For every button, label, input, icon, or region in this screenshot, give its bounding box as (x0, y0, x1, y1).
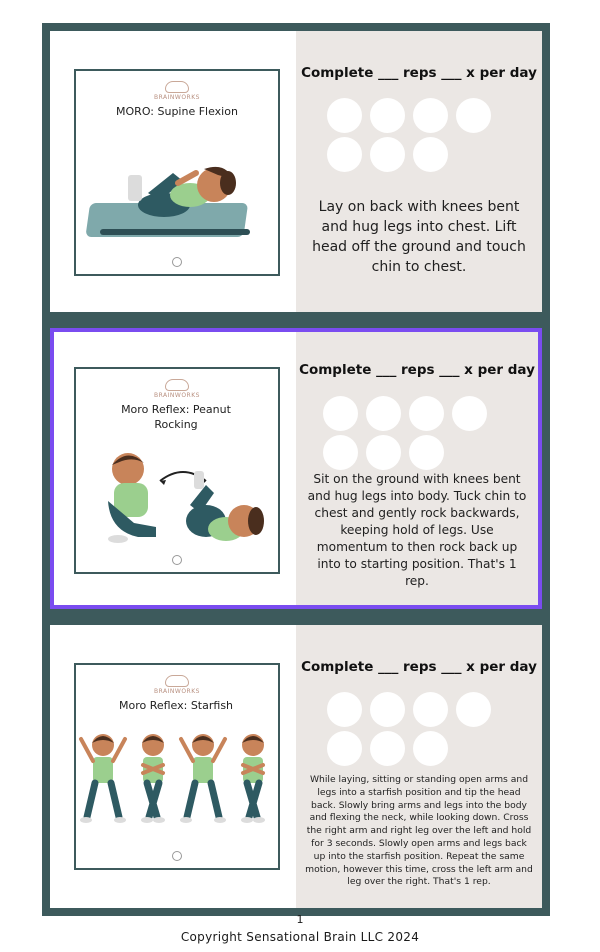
tracking-circle[interactable] (413, 731, 448, 766)
tracking-circle[interactable] (452, 396, 487, 431)
tracking-circle[interactable] (409, 435, 444, 470)
exercise-instructions: Sit on the ground with knees bent and hug legs into body. Tuck chin to chest and gently rock backwards, keeping hold of legs. Use momentum to then rock back up into to starting position. That's 1 rep. (307, 472, 527, 588)
illustration-panel (50, 625, 296, 908)
tracking-circle[interactable] (366, 435, 401, 470)
tracking-circle[interactable] (327, 731, 362, 766)
tracking-circle[interactable] (323, 435, 358, 470)
peanut-rocking-illustration (78, 441, 278, 551)
brand-logo: BRAINWORKS (76, 675, 278, 695)
exercise-title: Moro Reflex: Starfish (118, 699, 234, 712)
tracking-circle[interactable] (327, 98, 362, 133)
footer-logo (168, 851, 186, 862)
exercise-card-2[interactable] (42, 320, 550, 617)
reps-prompt: Complete ___ reps ___ x per day (301, 65, 537, 81)
tracking-circle[interactable] (366, 396, 401, 431)
tracking-circle[interactable] (370, 137, 405, 172)
tracking-circle[interactable] (327, 692, 362, 727)
exercise-title: MORO: Supine Flexion (116, 105, 238, 118)
tracking-panel (296, 328, 542, 609)
page-number: 1 (296, 913, 304, 926)
illustration-panel (50, 31, 296, 312)
starfish-illustration (77, 731, 277, 841)
footer-logo (168, 257, 186, 268)
tracking-circle[interactable] (327, 137, 362, 172)
tracking-circle[interactable] (413, 692, 448, 727)
copyright: Copyright Sensational Brain LLC 2024 (180, 930, 420, 944)
tracking-panel (296, 31, 542, 312)
tracking-circle[interactable] (370, 98, 405, 133)
brand-logo: BRAINWORKS (76, 379, 278, 399)
exercise-instructions: Lay on back with knees bent and hug legs into chest. Lift head off the ground and touch chin to chest. (312, 199, 526, 275)
tracking-circle[interactable] (370, 692, 405, 727)
tracking-circle[interactable] (409, 396, 444, 431)
tracking-circle[interactable] (456, 98, 491, 133)
tracking-circle[interactable] (370, 731, 405, 766)
exercise-card-1 (42, 23, 550, 320)
illustration-frame (74, 69, 280, 276)
tracking-circle[interactable] (413, 137, 448, 172)
exercise-instructions: While laying, sitting or standing open arms and legs into a starfish position and tip the head back. Slowly bring arms and legs into the body and flexing the neck, while looking down. Cross the right arm and right leg over the left and hold for 3 seconds. Slowly open arms and legs back up into the starfish position. Repeat the same motion, however this time, cross the left arm and leg over the right. That's 1 rep. (305, 774, 533, 888)
footer-logo (168, 555, 186, 566)
tracking-circle[interactable] (456, 692, 491, 727)
tracking-panel (296, 625, 542, 908)
tracking-circle[interactable] (323, 396, 358, 431)
illustration-panel (50, 328, 296, 609)
illustration-frame (74, 663, 280, 870)
illustration-frame (74, 367, 280, 574)
exercise-title: Moro Reflex: Peanut Rocking (121, 403, 231, 431)
supine-flexion-illustration (78, 133, 278, 243)
reps-prompt: Complete ___ reps ___ x per day (301, 659, 537, 675)
brand-logo: BRAINWORKS (76, 81, 278, 101)
reps-prompt: Complete ___ reps ___ x per day (299, 362, 535, 378)
tracking-circle[interactable] (413, 98, 448, 133)
exercise-card-3 (42, 617, 550, 916)
